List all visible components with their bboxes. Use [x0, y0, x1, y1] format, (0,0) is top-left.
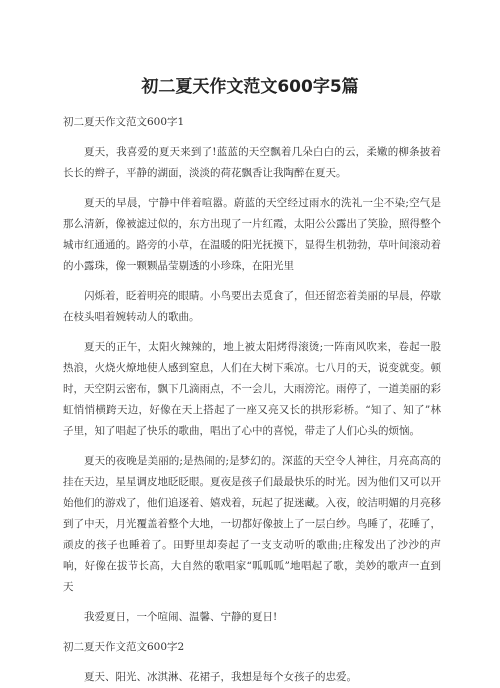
paragraph: 夏天的正午，太阳火辣辣的，地上被太阳烤得滚烫;一阵南风吹来，卷起一股热浪，火烧火燎地使人感到窒息，人们在大树下乘凉。七八月的天，说变就变。顿时，天空阴云密布，飘下几滴雨点，不一会儿，大雨滂沱。雨停了，一道美丽的彩虹悄悄横跨天边，好像在天上搭起了一座又亮又长的拱形彩桥。“知了、知了”林子里，知了唱起了快乐的歌曲，唱出了心中的喜悦，带走了人们心头的烦恼。	[63, 341, 441, 437]
paragraph: 夏天、阳光、冰淇淋、花裙子，我想是每个女孩子的忠爱。	[84, 671, 357, 683]
document-title: 初二夏天作文范文600字5篇	[141, 77, 359, 97]
paragraph: 夏天的早晨，宁静中伴着喧嚣。蔚蓝的天空经过雨水的洗礼一尘不染;空气是那么清新，像被滤过似的，东方出现了一片红霞，太阳公公露出了笑脸，照得整个城市红通通的。路旁的小草，在温暖的阳光抚摸下，显得生机勃勃，草叶间滚动着的小露珠，像一颗颗晶莹剔透的小珍珠，在阳光里	[63, 197, 441, 272]
paragraph: 夏天的夜晚是美丽的;是热闹的;是梦幻的。深蓝的天空令人神往，月亮高高的挂在天边，星星调皮地眨眨眼。夏夜是孩子们最最快乐的时光。因为他们又可以开始他们的游戏了，他们追逐着、嬉戏着，玩起了捉迷藏。入夜，皎洁明媚的月亮移到了中天，月光覆盖着整个大地，一切都好像披上了一层白纱。鸟睡了，花睡了，顽皮的孩子也睡着了。田野里却奏起了一支支动听的歌曲;庄稼发出了沙沙的声响，好像在拔节长高，大自然的歌唱家“呱呱呱”地唱起了歌，美妙的歌声一直到天	[63, 455, 441, 593]
section-heading: 初二夏天作文范文600字1	[63, 116, 185, 128]
paragraph: 闪烁着，眨着明亮的眼睛。小鸟要出去觅食了，但还留恋着美丽的早晨，停歇在枝头唱着婉转动人的歌曲。	[63, 290, 441, 323]
document-body	[63, 112, 441, 688]
paragraph: 夏天，我喜爱的夏天来到了!蓝蓝的天空飘着几朵白白的云，柔嫩的柳条披着长长的辫子，平静的湖面，淡淡的荷花飘香让我陶醉在夏天。	[63, 146, 441, 179]
paragraph: 我爱夏日，一个喧闹、温馨、宁静的夏日!	[84, 611, 278, 623]
section-heading: 初二夏天作文范文600字2	[63, 641, 185, 653]
